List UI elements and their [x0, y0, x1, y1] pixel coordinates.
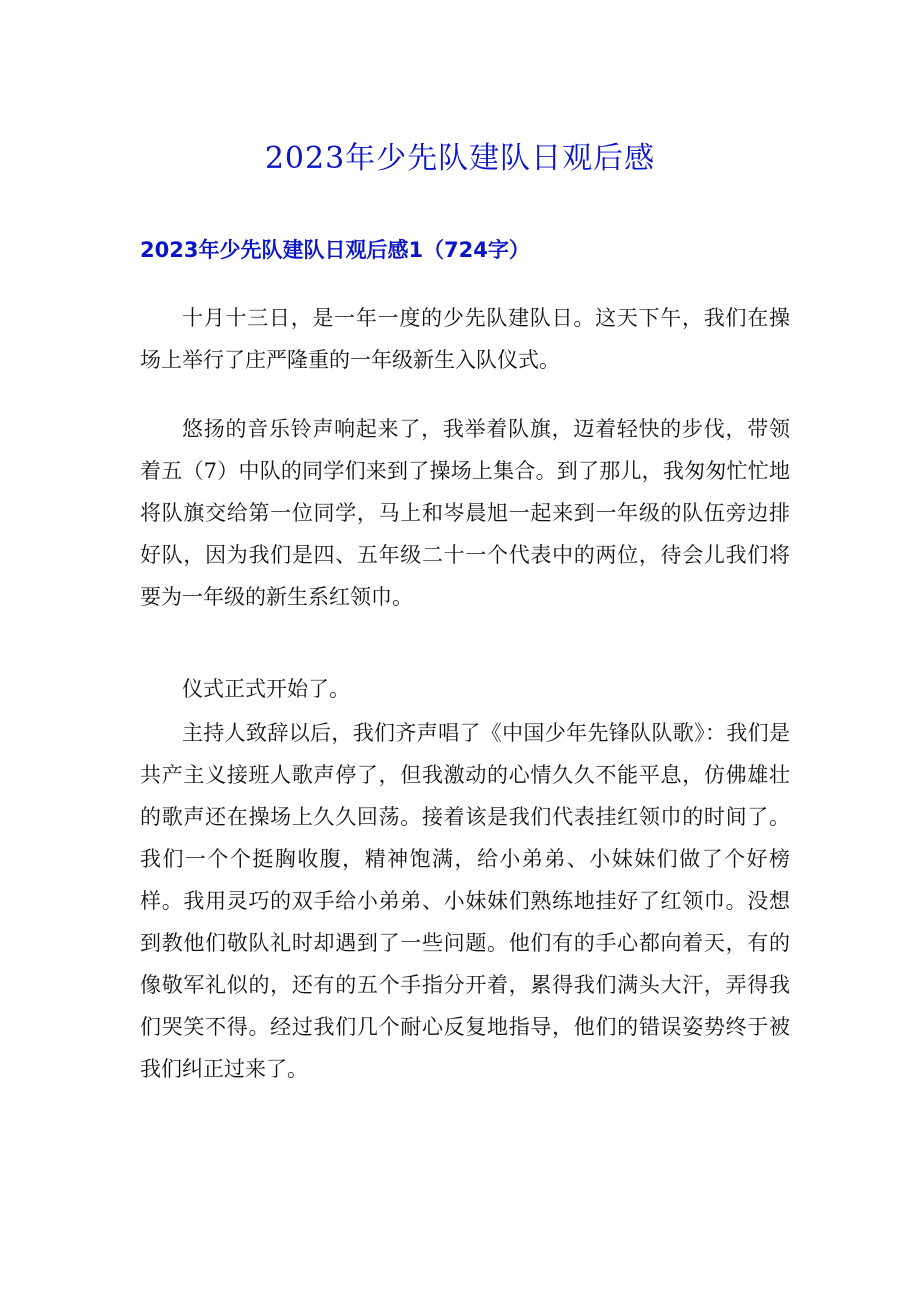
paragraph: 悠扬的音乐铃声响起来了，我举着队旗，迈着轻快的步伐，带领着五（7）中队的同学们来到了操场上集合。到了那儿，我匆匆忙忙地将队旗交给第一位同学，马上和岑晨旭一起来到一年级的队伍旁边排好队，因为我们是四、五年级二十一个代表中的两位，待会儿我们将要为一年级的新生系红领巾。 — [140, 417, 790, 609]
section-heading: 2023年少先队建队日观后感1（724字） — [140, 238, 530, 262]
paragraph: 十月十三日，是一年一度的少先队建队日。这天下午，我们在操场上举行了庄严隆重的一年级新生入队仪式。 — [140, 306, 790, 372]
paragraph: 仪式正式开始了。 — [182, 677, 350, 701]
paragraph: 主持人致辞以后，我们齐声唱了《中国少年先锋队队歌》：我们是共产主义接班人歌声停了，但我激动的心情久久不能平息，仿佛雄壮的歌声还在操场上久久回荡。接着该是我们代表挂红领巾的时间了。我们一个个挺胸收腹，精神饱满，给小弟弟、小妹妹们做了个好榜样。我用灵巧的双手给小弟弟、小妹妹们熟练地挂好了红领巾。没想到教他们敬队礼时却遇到了一些问题。他们有的手心都向着天，有的像敬军礼似的，还有的五个手指分开着，累得我们满头大汗，弄得我们哭笑不得。经过我们几个耐心反复地指导，他们的错误姿势终于被我们纠正过来了。 — [140, 721, 790, 1081]
document-title: 2023年少先队建队日观后感 — [264, 141, 656, 176]
